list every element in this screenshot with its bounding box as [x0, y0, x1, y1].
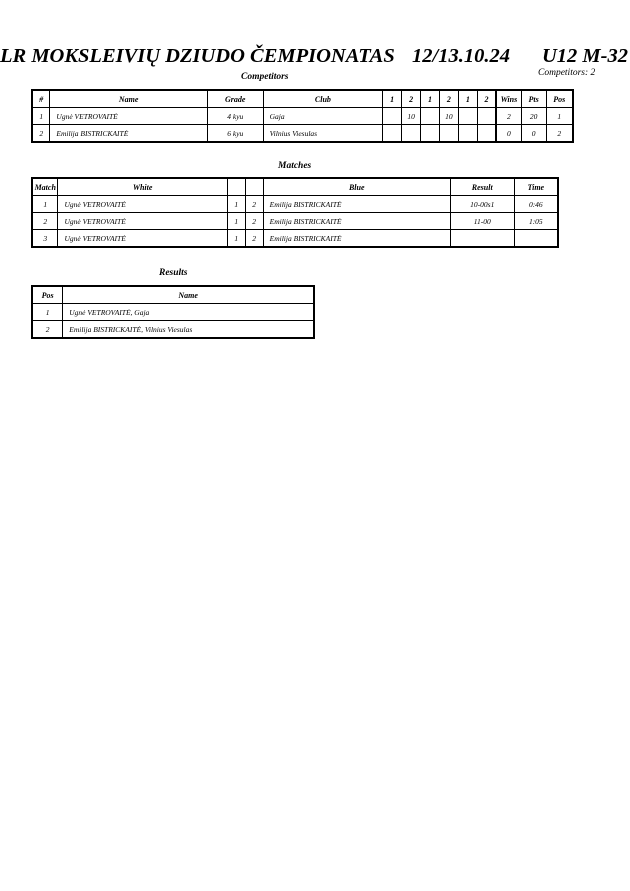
matches-section-title: Matches [278, 161, 312, 171]
cell-club: Gaja [263, 108, 383, 125]
table-row [32, 304, 314, 321]
cell-blue-num: 2 [245, 196, 263, 213]
competitors-header-row [32, 90, 573, 108]
cell-pts: 20 [521, 108, 546, 125]
cell-wins: 2 [496, 108, 521, 125]
cell-blue-num: 2 [245, 213, 263, 230]
col-header-pos: Pos [32, 286, 63, 304]
cell-white-num: 1 [227, 213, 245, 230]
col-header-round: 2 [477, 90, 496, 108]
cell-match: 2 [32, 213, 58, 230]
cell-round: 10 [439, 108, 458, 125]
matches-header-row [32, 178, 558, 196]
cell-pos: 1 [32, 304, 63, 321]
cell-round [458, 125, 477, 143]
cell-wins: 0 [496, 125, 521, 143]
cell-round [477, 108, 496, 125]
col-header-round: 2 [402, 90, 421, 108]
col-header-pts: Pts [521, 90, 546, 108]
cell-blue: Emilija BISTRICKAITĖ [263, 213, 450, 230]
cell-white: Ugnė VETROVAITĖ [58, 196, 227, 213]
col-header-match: Match [32, 178, 58, 196]
table-row [32, 125, 573, 143]
col-header-round: 2 [439, 90, 458, 108]
col-header-num: # [32, 90, 50, 108]
col-header-pos: Pos [546, 90, 573, 108]
col-header-name: Name [50, 90, 207, 108]
table-row [32, 213, 558, 230]
cell-pos: 2 [546, 125, 573, 143]
cell-blue-num: 2 [245, 230, 263, 248]
cell-name: Ugnė VETROVAITĖ, Gaja [63, 304, 314, 321]
col-header-round: 1 [383, 90, 402, 108]
col-header-round: 1 [421, 90, 440, 108]
cell-match: 1 [32, 196, 58, 213]
cell-white-num: 1 [227, 230, 245, 248]
col-header-name: Name [63, 286, 314, 304]
cell-time [514, 230, 558, 248]
cell-round [477, 125, 496, 143]
col-header-white-score [227, 178, 245, 196]
cell-result: 10-00s1 [450, 196, 514, 213]
cell-pos: 2 [32, 321, 63, 339]
cell-num: 1 [32, 108, 50, 125]
table-row [32, 196, 558, 213]
cell-club: Vilnius Viesulas [263, 125, 383, 143]
col-header-wins: Wins [496, 90, 521, 108]
cell-blue: Emilija BISTRICKAITĖ [263, 196, 450, 213]
col-header-time: Time [514, 178, 558, 196]
cell-result: 11-00 [450, 213, 514, 230]
cell-round: 10 [402, 108, 421, 125]
results-header-row [32, 286, 314, 304]
cell-round [402, 125, 421, 143]
cell-pos: 1 [546, 108, 573, 125]
title-category: U12 M-32 [542, 45, 628, 67]
cell-blue: Emilija BISTRICKAITĖ [263, 230, 450, 248]
competitors-table [31, 89, 574, 143]
cell-num: 2 [32, 125, 50, 143]
title-date: 12/13.10.24 [412, 45, 510, 67]
cell-name: Ugnė VETROVAITĖ [50, 108, 207, 125]
cell-pts: 0 [521, 125, 546, 143]
cell-grade: 4 kyu [207, 108, 263, 125]
col-header-result: Result [450, 178, 514, 196]
title-event: LR MOKSLEIVIŲ DZIUDO ČEMPIONATAS [0, 45, 395, 67]
results-table [31, 285, 315, 339]
cell-time: 1:05 [514, 213, 558, 230]
cell-result [450, 230, 514, 248]
cell-white-num: 1 [227, 196, 245, 213]
col-header-round: 1 [458, 90, 477, 108]
cell-name: Emilija BISTRICKAITĖ, Vilnius Viesulas [63, 321, 314, 339]
competitors-section-title: Competitors [241, 72, 289, 82]
cell-round [439, 125, 458, 143]
cell-round [458, 108, 477, 125]
col-header-grade: Grade [207, 90, 263, 108]
cell-match: 3 [32, 230, 58, 248]
table-row [32, 108, 573, 125]
cell-white: Ugnė VETROVAITĖ [58, 213, 227, 230]
cell-round [383, 108, 402, 125]
table-row [32, 321, 314, 339]
cell-round [383, 125, 402, 143]
cell-round [421, 108, 440, 125]
col-header-club: Club [263, 90, 383, 108]
table-row [32, 230, 558, 248]
matches-table [31, 177, 559, 248]
col-header-blue-score [245, 178, 263, 196]
cell-white: Ugnė VETROVAITĖ [58, 230, 227, 248]
competitors-count: Competitors: 2 [538, 68, 596, 78]
results-section-title: Results [159, 268, 188, 278]
col-header-white: White [58, 178, 227, 196]
col-header-blue: Blue [263, 178, 450, 196]
cell-time: 0:46 [514, 196, 558, 213]
cell-name: Emilija BISTRICKAITĖ [50, 125, 207, 143]
cell-round [421, 125, 440, 143]
cell-grade: 6 kyu [207, 125, 263, 143]
